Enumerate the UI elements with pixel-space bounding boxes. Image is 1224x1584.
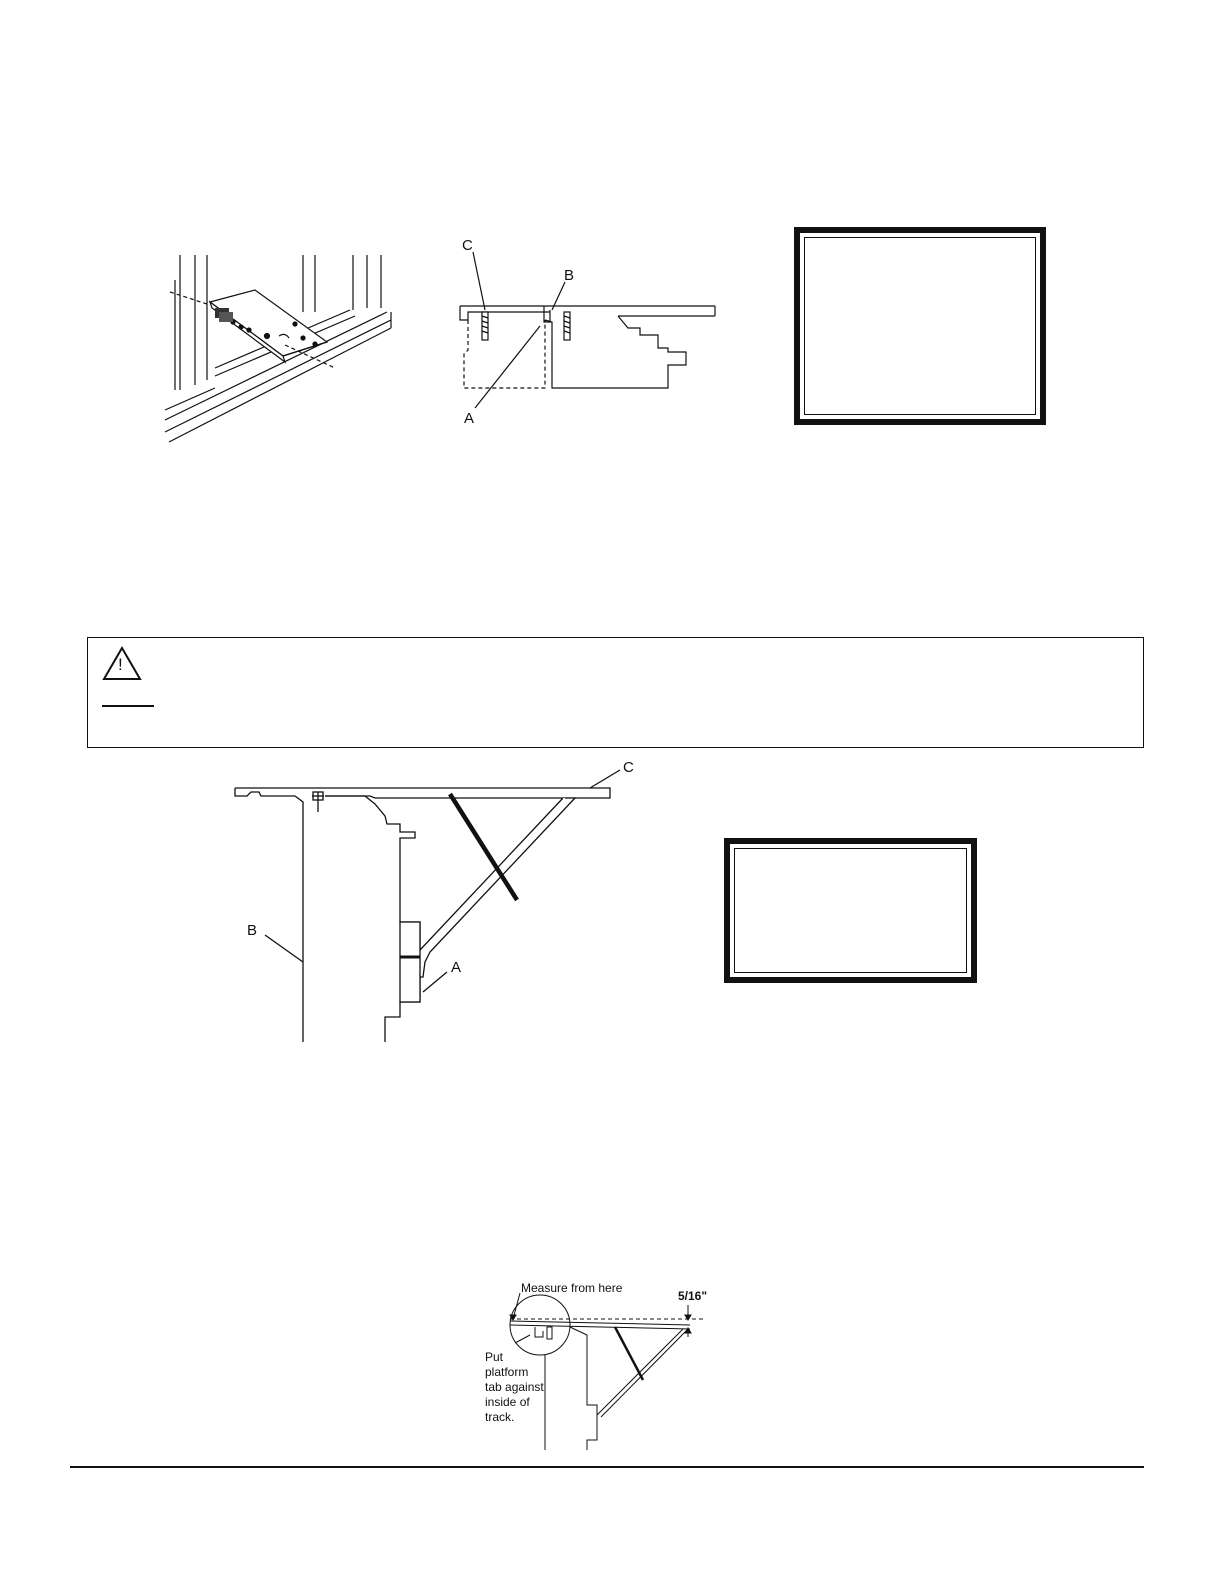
label-c: C <box>462 237 473 254</box>
image-placeholder-frame-top <box>794 227 1046 425</box>
measurement-detail-illustration <box>475 1275 715 1460</box>
label-b: B <box>247 922 258 939</box>
sill-cross-section-illustration <box>440 230 730 430</box>
label-b: B <box>564 267 575 284</box>
warning-icon-glyph: ! <box>118 655 123 674</box>
note-line: platform <box>485 1365 529 1379</box>
image-placeholder-frame-middle <box>724 838 977 983</box>
footer-rule <box>70 1466 1144 1468</box>
label-a: A <box>451 959 462 976</box>
label-a: A <box>464 410 475 427</box>
window-sill-bracket-illustration <box>155 250 400 450</box>
dimension-text: 5/16" <box>678 1289 708 1303</box>
support-bracket-illustration <box>225 752 645 1042</box>
note-line: inside of <box>485 1395 530 1409</box>
measure-from-here-text: Measure from here <box>521 1281 623 1295</box>
label-c: C <box>623 759 634 776</box>
warning-underline <box>102 705 154 707</box>
note-line: Put <box>485 1350 504 1364</box>
note-line: track. <box>485 1410 515 1424</box>
warning-box <box>87 637 1144 748</box>
note-line: tab against <box>485 1380 544 1394</box>
